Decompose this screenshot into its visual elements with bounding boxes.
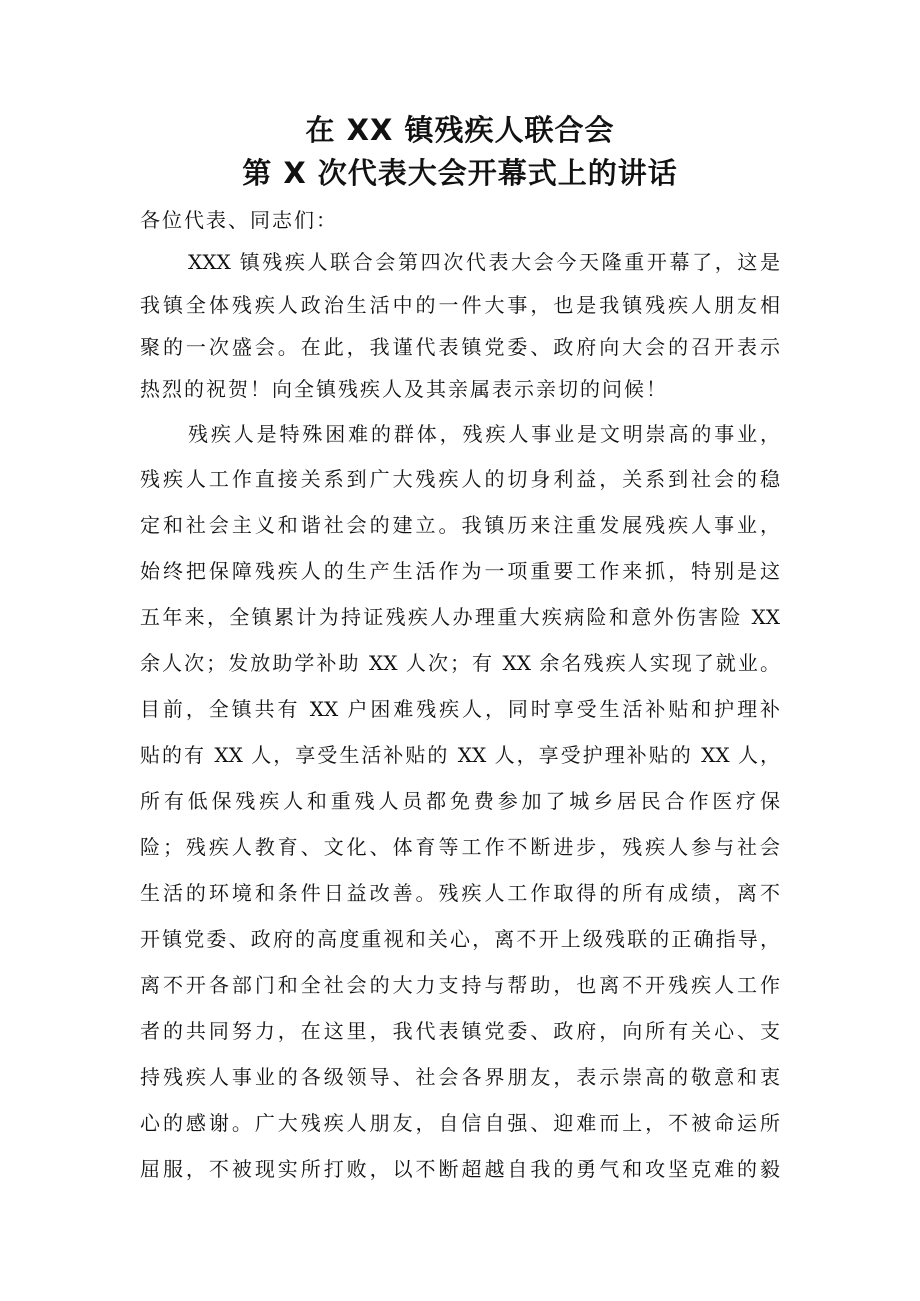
paragraph-2-line-4: 始终把保障残疾人的生产生活作为一项重要工作来抓，特别是这 <box>140 559 780 583</box>
salutation: 各位代表、同志们： <box>140 208 338 232</box>
paragraph-1-line-3: 聚的一次盛会。在此，我谨代表镇党委、政府向大会的召开表示 <box>140 335 780 359</box>
paragraph-1-line-2: 我镇全体残疾人政治生活中的一件大事，也是我镇残疾人朋友相 <box>140 293 780 317</box>
paragraph-2-line-1: 残疾人是特殊困难的群体，残疾人事业是文明崇高的事业， <box>188 422 780 446</box>
paragraph-1-line-4: 热烈的祝贺！向全镇残疾人及其亲属表示亲切的问候！ <box>140 377 668 401</box>
paragraph-2-line-6: 余人次；发放助学补助 XX 人次；有 XX 余名残疾人实现了就业。 <box>140 651 780 675</box>
paragraph-2-line-13: 离不开各部门和全社会的大力支持与帮助，也离不开残疾人工作 <box>140 973 780 997</box>
paragraph-2-line-11: 生活的环境和条件日益改善。残疾人工作取得的所有成绩，离不 <box>140 881 780 905</box>
paragraph-2-line-5: 五年来，全镇累计为持证残疾人办理重大疾病险和意外伤害险 XX <box>140 605 780 629</box>
paragraph-2-line-14: 者的共同努力，在这里，我代表镇党委、政府，向所有关心、支 <box>140 1019 780 1043</box>
document-title-line-2: 第 X 次代表大会开幕式上的讲话 <box>242 156 678 190</box>
paragraph-2-line-8: 贴的有 XX 人，享受生活补贴的 XX 人，享受护理补贴的 XX 人， <box>140 743 780 767</box>
paragraph-2-line-15: 持残疾人事业的各级领导、社会各界朋友，表示崇高的敬意和衷 <box>140 1065 780 1089</box>
paragraph-2-line-7: 目前，全镇共有 XX 户困难残疾人，同时享受生活补贴和护理补 <box>140 697 780 721</box>
paragraph-2-line-3: 定和社会主义和谐社会的建立。我镇历来注重发展残疾人事业， <box>140 513 780 537</box>
paragraph-2-line-16: 心的感谢。广大残疾人朋友，自信自强、迎难而上，不被命运所 <box>140 1111 780 1135</box>
paragraph-2-line-9: 所有低保残疾人和重残人员都免费参加了城乡居民合作医疗保 <box>140 789 780 813</box>
paragraph-2-line-17: 屈服，不被现实所打败，以不断超越自我的勇气和攻坚克难的毅 <box>140 1157 780 1181</box>
document-title-line-1: 在 XX 镇残疾人联合会 <box>305 113 615 147</box>
paragraph-2-line-2: 残疾人工作直接关系到广大残疾人的切身利益，关系到社会的稳 <box>140 467 780 491</box>
paragraph-2-line-12: 开镇党委、政府的高度重视和关心，离不开上级残联的正确指导， <box>140 927 780 951</box>
paragraph-1-line-1: XXX 镇残疾人联合会第四次代表大会今天隆重开幕了，这是 <box>188 250 780 274</box>
paragraph-2-line-10: 险；残疾人教育、文化、体育等工作不断进步，残疾人参与社会 <box>140 835 780 859</box>
